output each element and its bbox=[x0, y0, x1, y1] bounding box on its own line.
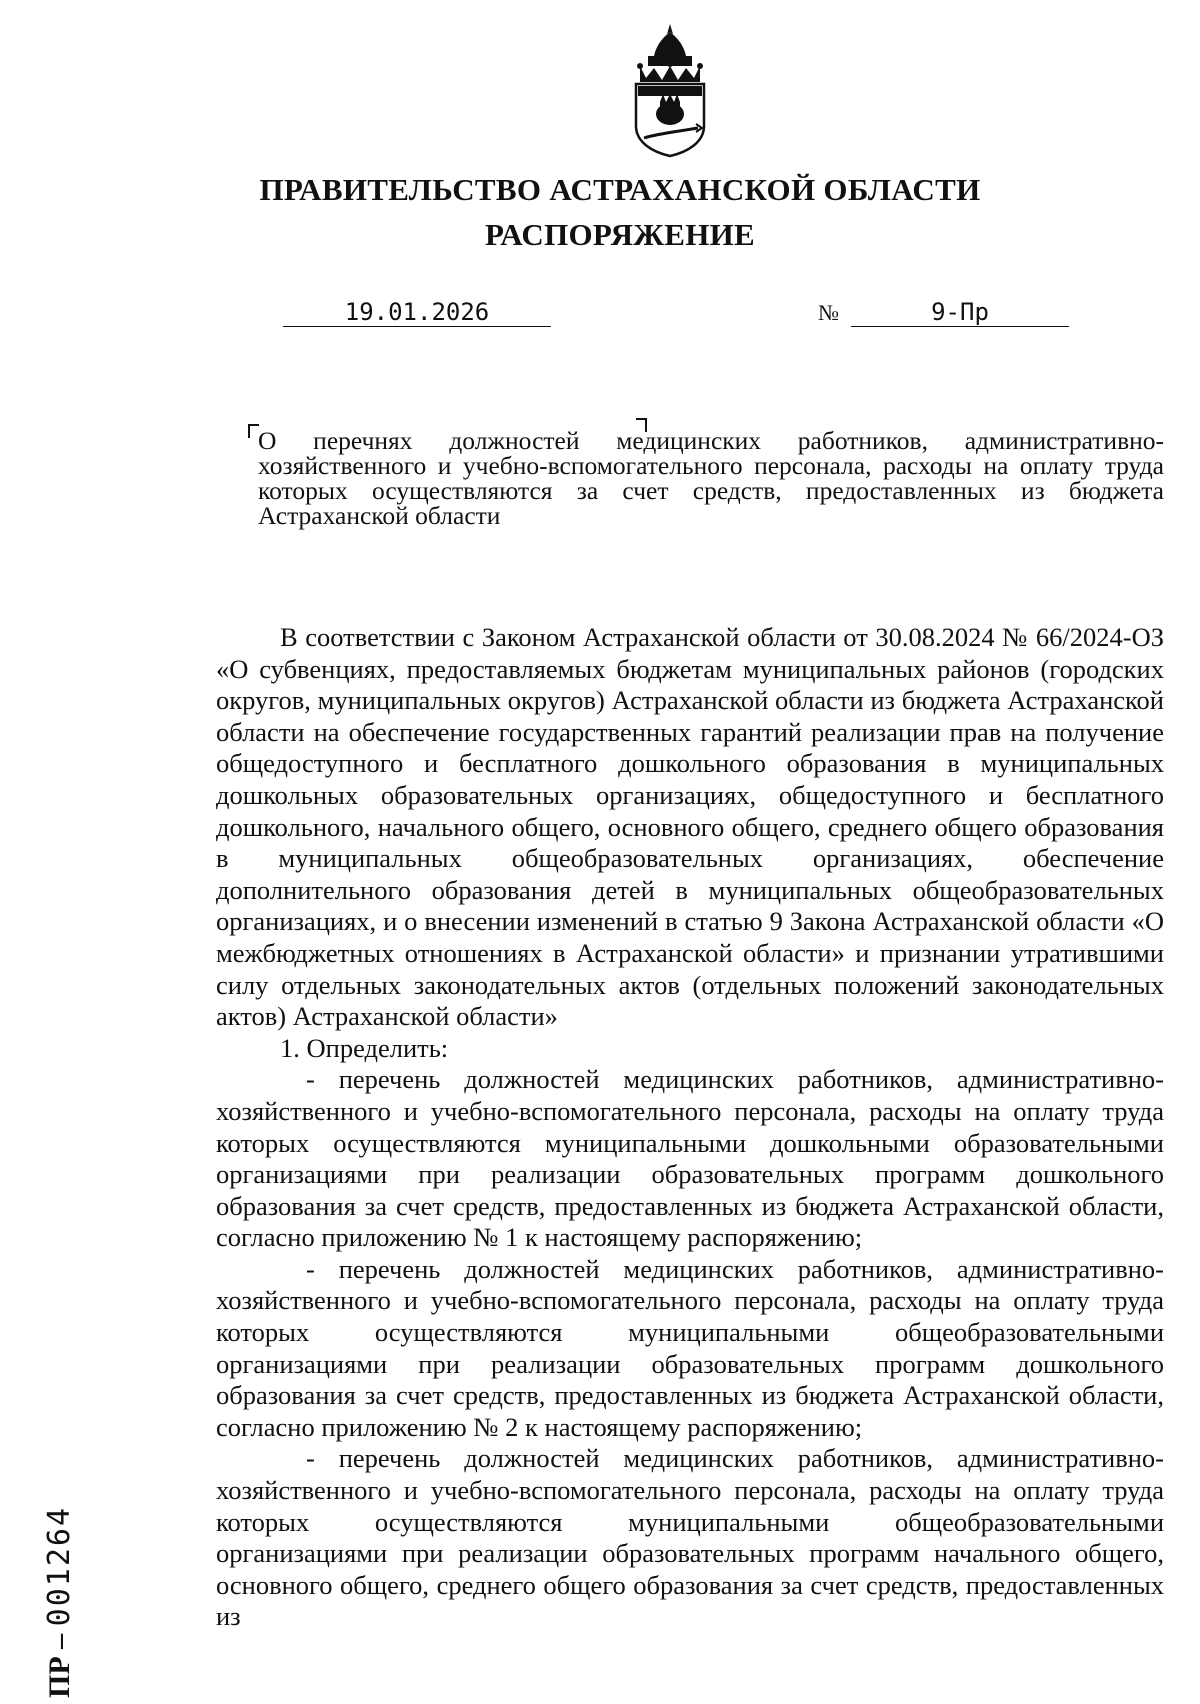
registration-number: 001264 bbox=[42, 1505, 77, 1627]
registration-prefix: ПР – bbox=[43, 1633, 76, 1698]
list-item: - перечень должностей медицинских работников, административно-хозяйственного и учебно-вспомогательного персонала, расходы на оплату труда которых осуществляются муниципальными общеобразовательными организациями при реализации образовательных программ начального общего, основного общего, среднего общего образования за счет средств, предоставленных из bbox=[216, 1443, 1164, 1632]
coat-of-arms-emblem bbox=[626, 22, 714, 160]
document-date: 19.01.2026 bbox=[283, 298, 551, 327]
document-number: 9-Пр bbox=[851, 298, 1069, 327]
point-1-heading: 1. Определить: bbox=[280, 1032, 449, 1063]
government-name-heading: ПРАВИТЕЛЬСТВО АСТРАХАНСКОЙ ОБЛАСТИ bbox=[259, 172, 981, 207]
number-sign: № bbox=[818, 300, 839, 325]
registration-code bbox=[42, 1506, 77, 1698]
document-title: О перечнях должностей медицинских работников, административно-хозяйственного и учебно-вспомогательного персонала, расходы на оплату труда которых осуществляются за счет средств, предоставленных из бюджета Астраханской области bbox=[258, 426, 1164, 530]
document-type-heading: РАСПОРЯЖЕНИЕ bbox=[484, 217, 756, 252]
list-item: - перечень должностей медицинских работников, административно-хозяйственного и учебно-вспомогательного персонала, расходы на оплату труда которых осуществляются муниципальными дошкольными образовательными организациями при реализации образовательных программ дошкольного образования за счет средств, предоставленных из бюджета Астраханской области, согласно приложению № 1 к настоящему распоряжению; bbox=[216, 1064, 1164, 1253]
list-item: - перечень должностей медицинских работников, административно-хозяйственного и учебно-вспомогательного персонала, расходы на оплату труда которых осуществляются муниципальными общеобразовательными организациями при реализации образовательных программ дошкольного образования за счет средств, предоставленных из бюджета Астраханской области, согласно приложению № 2 к настоящему распоряжению; bbox=[216, 1253, 1164, 1442]
document-body bbox=[216, 622, 1164, 1633]
preamble-paragraph: В соответствии с Законом Астраханской области от 30.08.2024 № 66/2024-ОЗ «О субвенциях, предоставляемых бюджетам муниципальных районов (городских округов, муниципальных округов) Астраханской области из бюджета Астраханской области на обеспечение государственных гарантий реализации прав на получение общедоступного и бесплатного дошкольного образования в муниципальных дошкольных образовательных организациях, общедоступного и бесплатного дошкольного, начального общего, основного общего, среднего общего образования в муниципальных общеобразовательных организациях, обеспечение дополнительного образования детей в муниципальных общеобразовательных организациях, и о внесении изменений в статью 9 Закона Астраханской области «О межбюджетных отношениях в Астраханской области» и признании утратившими силу отдельных законодательных актов (отдельных положений законодательных актов) Астраханской области» bbox=[216, 622, 1164, 1032]
